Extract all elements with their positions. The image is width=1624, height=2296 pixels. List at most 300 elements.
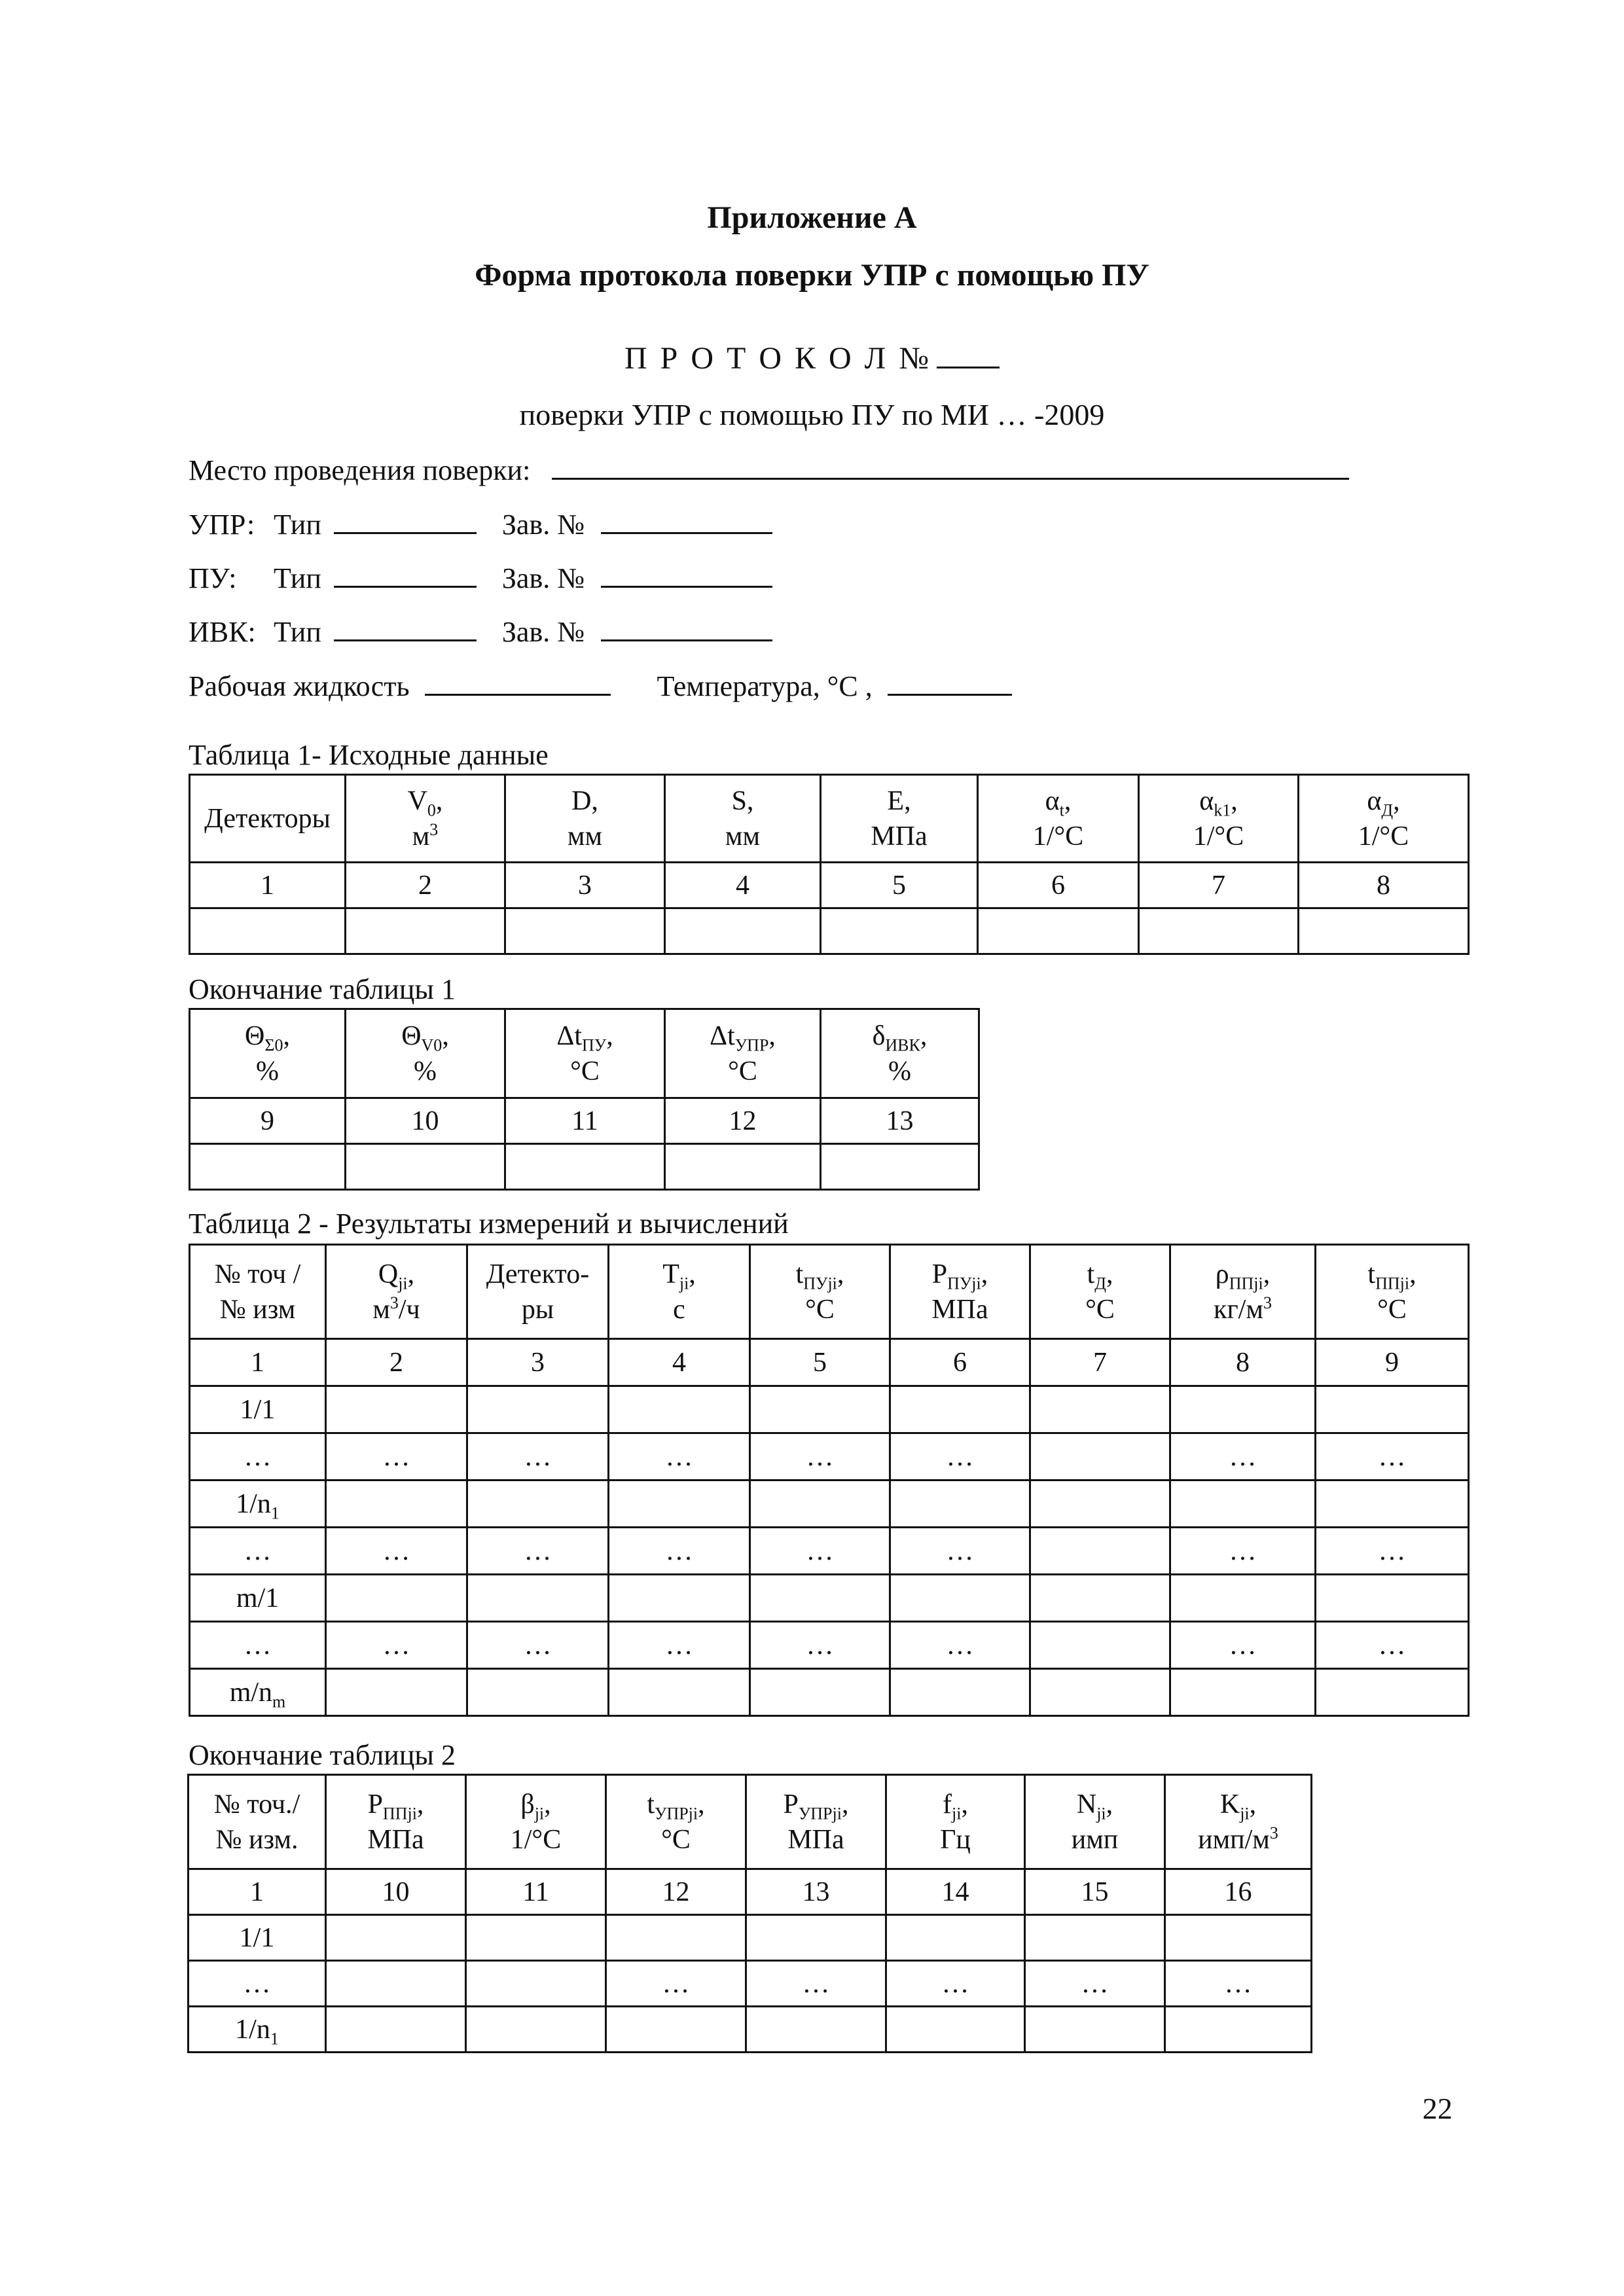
upr-label: УПР: (189, 509, 255, 541)
table1-header-row (190, 775, 1469, 863)
protocol-number-blank (937, 340, 1000, 368)
table2-end-header-1 (189, 1775, 326, 1869)
upr-serial-blank (601, 506, 772, 534)
table-cell (746, 2007, 886, 2053)
header-main: Детекто- (486, 1259, 590, 1289)
header-line2 (609, 1292, 749, 1327)
table-cell (466, 1915, 606, 1961)
table2-header-5 (750, 1245, 890, 1339)
column-number: 15 (1025, 1869, 1165, 1915)
table-cell: … (609, 1433, 750, 1480)
header-subscript: Д (1094, 1273, 1106, 1293)
header-unit-tail: /ч (398, 1294, 420, 1325)
header-subscript: ППji (1375, 1273, 1410, 1293)
header-unit: °С (1377, 1294, 1407, 1325)
header-main: t (1367, 1259, 1376, 1289)
table-cell (1030, 1433, 1170, 1480)
header-line2 (189, 1822, 325, 1857)
table2-header-4 (609, 1245, 750, 1339)
table2-end-column-numbers (189, 1869, 1312, 1915)
table-cell: … (467, 1433, 609, 1480)
ivk-type-label: Тип (274, 616, 321, 648)
header-line2 (1171, 1292, 1314, 1327)
header-subscript: ji (398, 1273, 408, 1293)
header-subscript: ППji (1229, 1273, 1263, 1293)
column-number: 5 (821, 863, 978, 908)
header-unit: мм (725, 821, 761, 852)
table2-column-numbers (190, 1339, 1469, 1386)
row-label (190, 1433, 326, 1480)
column-number: 1 (190, 1339, 326, 1386)
table1-end-header-5 (821, 1009, 979, 1098)
header-main: P (783, 1789, 799, 1820)
header-line1 (609, 1257, 749, 1292)
header-tail: , (544, 1789, 551, 1820)
table2-end-header-5 (746, 1775, 886, 1869)
table1-end-header-2 (346, 1009, 505, 1098)
row-label-text: 1/n (235, 2014, 270, 2045)
table2-caption: Таблица 2 - Результаты измерений и вычислений (189, 1208, 789, 1240)
table-cell (1170, 1386, 1316, 1433)
upr-type-blank (334, 506, 477, 534)
header-tail: , (981, 1259, 988, 1289)
table-row (190, 1669, 1469, 1716)
column-number: 13 (746, 1869, 886, 1915)
header-subscript: t (1059, 800, 1064, 819)
header-line1 (1031, 1257, 1169, 1292)
header-tail: , (1106, 1259, 1113, 1289)
header-unit: °С (570, 1056, 600, 1086)
column-number: 11 (505, 1098, 665, 1144)
table-cell (1139, 908, 1299, 954)
table2-header-3 (467, 1245, 609, 1339)
header-main: α (1367, 785, 1382, 816)
header-unit: м (412, 821, 430, 852)
table-cell (1030, 1669, 1170, 1716)
table-cell: … (609, 1528, 750, 1575)
header-unit: % (414, 1056, 437, 1086)
header-line1 (607, 1787, 745, 1822)
appendix-title: Приложение А (707, 200, 917, 235)
table-cell (1316, 1386, 1469, 1433)
column-number: 2 (326, 1339, 467, 1386)
table-cell: … (890, 1433, 1030, 1480)
header-line2 (666, 1054, 820, 1089)
table-row (189, 2007, 1312, 2053)
header-main: t (795, 1259, 804, 1289)
header-line2 (327, 1292, 466, 1327)
table-cell: … (1316, 1622, 1469, 1669)
column-number: 5 (750, 1339, 890, 1386)
header-subscript: ПУ (582, 1035, 607, 1054)
header-unit: % (256, 1056, 279, 1086)
table2-end-header-7 (1025, 1775, 1165, 1869)
protocol-heading (0, 340, 1624, 376)
header-main: Δt (556, 1020, 582, 1051)
header-main: Θ (245, 1020, 265, 1051)
header-line2 (1166, 1822, 1310, 1857)
temperature-blank (888, 668, 1012, 696)
pu-type-blank (334, 560, 477, 588)
header-unit: Гц (940, 1824, 971, 1855)
table-cell (1170, 1480, 1316, 1528)
header-line1 (1140, 783, 1297, 819)
header-line1 (346, 783, 504, 819)
header-tail: , (283, 1020, 290, 1051)
header-line2 (506, 819, 664, 854)
header-line2 (979, 819, 1138, 854)
header-subscript: ППji (382, 1803, 417, 1823)
header-tail: , (435, 785, 443, 816)
table-cell (467, 1575, 609, 1622)
column-number: 4 (665, 863, 821, 908)
table-cell (326, 1915, 466, 1961)
header-tail: , (841, 1789, 849, 1820)
header-main: f (943, 1789, 952, 1820)
table1-end-data-row (190, 1144, 979, 1190)
header-line2 (1140, 819, 1297, 854)
table-cell (326, 1575, 467, 1622)
table-cell (890, 1669, 1030, 1716)
table-cell: … (1165, 1961, 1312, 2007)
header-line1 (1026, 1787, 1164, 1822)
column-number: 2 (346, 863, 505, 908)
header-line1 (887, 1787, 1024, 1822)
table2-header-7 (1030, 1245, 1170, 1339)
table1-header-7 (1139, 775, 1299, 863)
table1-header-3 (505, 775, 665, 863)
row-label-text: 1/1 (239, 1922, 275, 1953)
header-subscript: ji (1096, 1803, 1106, 1823)
header-main: D, (571, 785, 598, 816)
table-cell (609, 1386, 750, 1433)
ivk-type-blank (334, 613, 477, 641)
header-main: P (367, 1789, 383, 1820)
table-cell (1316, 1669, 1469, 1716)
header-tail: , (1393, 785, 1400, 816)
header-main: Θ (401, 1020, 422, 1051)
table1-data-row (190, 908, 1469, 954)
table2-end-header-2 (326, 1775, 466, 1869)
upr-type-label: Тип (274, 509, 321, 541)
table1-header-4 (665, 775, 821, 863)
header-tail: , (1249, 1789, 1257, 1820)
table1-end-header-3 (505, 1009, 665, 1098)
table-cell (609, 1669, 750, 1716)
row-label-subscript: m (272, 1691, 286, 1711)
table2-header-8 (1170, 1245, 1316, 1339)
header-tail: , (837, 1259, 844, 1289)
row-label (190, 1575, 326, 1622)
header-unit: 1/°С (1032, 821, 1084, 852)
header-line1 (751, 1257, 889, 1292)
table1-column-numbers (190, 863, 1469, 908)
header-main: α (1045, 785, 1060, 816)
header-tail: , (920, 1020, 928, 1051)
header-line1 (1316, 1257, 1468, 1292)
table-row (190, 1622, 1469, 1669)
row-label-subscript: 1 (270, 1503, 280, 1522)
fluid-label: Рабочая жидкость (189, 670, 410, 702)
row-label-text: m/n (229, 1677, 273, 1708)
table1 (189, 774, 1470, 955)
row-label-text: … (244, 1630, 272, 1660)
header-line2 (468, 1292, 607, 1327)
table-cell (1025, 1915, 1165, 1961)
table2 (189, 1244, 1470, 1717)
table-cell (750, 1480, 890, 1528)
header-main: № точ / (214, 1259, 301, 1289)
table-cell (1025, 2007, 1165, 2053)
column-number: 6 (890, 1339, 1030, 1386)
row-label-text: … (244, 1535, 272, 1566)
table-cell (1316, 1480, 1469, 1528)
table2-header-9 (1316, 1245, 1469, 1339)
header-line2 (747, 1822, 885, 1857)
table2-end-header-8 (1165, 1775, 1312, 1869)
header-unit: имп/м (1198, 1824, 1270, 1855)
table-cell: … (886, 1961, 1025, 2007)
row-label-text: 1/1 (240, 1394, 276, 1425)
table-cell (466, 1961, 606, 2007)
header-tail: , (442, 1020, 449, 1051)
column-number: 13 (821, 1098, 979, 1144)
table-cell (750, 1386, 890, 1433)
table1-end (189, 1008, 980, 1191)
header-tail: , (407, 1259, 415, 1289)
header-line1 (190, 1018, 344, 1054)
pu-serial-label: Зав. № (501, 562, 585, 594)
temperature-label: Температура, °С , (657, 670, 873, 702)
table2-header-6 (890, 1245, 1030, 1339)
header-line2 (506, 1054, 664, 1089)
table-cell: … (750, 1433, 890, 1480)
table-cell (750, 1669, 890, 1716)
column-number: 8 (1299, 863, 1469, 908)
header-tail: , (1064, 785, 1072, 816)
table-cell (1299, 908, 1469, 954)
row-label (189, 1961, 326, 2007)
table-cell (1165, 2007, 1312, 2053)
table-cell: … (326, 1433, 467, 1480)
table-cell (1030, 1622, 1170, 1669)
table-cell (1030, 1528, 1170, 1575)
table-cell (750, 1575, 890, 1622)
table2-header-2 (326, 1245, 467, 1339)
header-subscript: УПРji (798, 1803, 842, 1823)
table-cell (606, 1915, 746, 1961)
table-cell: … (890, 1528, 1030, 1575)
header-line2 (1316, 1292, 1468, 1327)
header-subscript: ПУji (947, 1273, 981, 1293)
row-label-text: 1/n (236, 1488, 271, 1519)
table-cell (1170, 1669, 1316, 1716)
header-subscript: ИВК (885, 1035, 920, 1054)
table-row (189, 1915, 1312, 1961)
table-cell (467, 1480, 609, 1528)
table-cell: … (1316, 1528, 1469, 1575)
table-cell (346, 1144, 505, 1190)
header-unit: МПа (871, 821, 928, 852)
header-tail: , (1263, 1259, 1271, 1289)
header-line2 (346, 819, 504, 854)
header-line1 (1166, 1787, 1310, 1822)
header-line1 (506, 1018, 664, 1054)
header-unit: № изм. (215, 1824, 298, 1855)
header-main: δ (872, 1020, 886, 1051)
header-subscript: ji (679, 1273, 689, 1293)
table-cell (886, 1915, 1025, 1961)
table-cell: … (1170, 1528, 1316, 1575)
table1-header-1 (190, 775, 346, 863)
table-cell (467, 1669, 609, 1716)
header-line1 (189, 1787, 325, 1822)
header-superscript: 3 (1269, 1823, 1278, 1842)
header-subscript: k1 (1214, 800, 1231, 819)
table-cell (1030, 1575, 1170, 1622)
header-line2 (666, 819, 820, 854)
header-main: V (407, 785, 427, 816)
table2-end-header-4 (606, 1775, 746, 1869)
header-line2 (887, 1822, 1024, 1857)
table-cell: … (750, 1622, 890, 1669)
row-label-text: m/1 (236, 1583, 280, 1613)
header-subscript: УПР (734, 1035, 769, 1054)
row-label-text: … (244, 1441, 272, 1472)
protocol-subtitle: поверки УПР с помощью ПУ по МИ … -2009 (519, 398, 1105, 431)
table-cell: … (1316, 1433, 1469, 1480)
table-cell: … (890, 1622, 1030, 1669)
table-cell (326, 1386, 467, 1433)
header-main: t (1087, 1259, 1095, 1289)
header-unit: ры (521, 1294, 554, 1325)
table2-end (187, 1774, 1312, 2053)
header-line1 (506, 783, 664, 819)
header-tail: , (606, 1020, 613, 1051)
table1-header-2 (346, 775, 505, 863)
header-line2 (190, 1054, 344, 1089)
header-line1 (190, 801, 344, 836)
header-unit: м (372, 1294, 390, 1325)
header-superscript: 3 (1263, 1293, 1272, 1312)
column-number: 1 (190, 863, 346, 908)
row-label (189, 2007, 326, 2053)
header-line1 (327, 1787, 465, 1822)
table-cell: … (1025, 1961, 1165, 2007)
header-tail: , (768, 1020, 776, 1051)
header-line1 (468, 1257, 607, 1292)
header-superscript: 3 (429, 819, 439, 839)
fluid-row (189, 668, 1012, 703)
header-line1 (821, 1018, 978, 1054)
place-row (189, 452, 1349, 487)
row-label (190, 1669, 326, 1716)
pu-row (189, 560, 772, 595)
header-line2 (190, 1292, 325, 1327)
header-unit: МПа (367, 1824, 424, 1855)
header-main: β (520, 1789, 535, 1820)
header-subscript: ji (952, 1803, 962, 1823)
column-number: 3 (467, 1339, 609, 1386)
table-cell: … (750, 1528, 890, 1575)
table-cell (326, 1669, 467, 1716)
column-number: 8 (1170, 1339, 1316, 1386)
page-number: 22 (1422, 2092, 1453, 2125)
pu-serial-blank (601, 560, 772, 588)
column-number: 14 (886, 1869, 1025, 1915)
header-unit: кг/м (1214, 1294, 1263, 1325)
header-main: Q (378, 1259, 399, 1289)
table-cell: … (467, 1622, 609, 1669)
table-cell (505, 1144, 665, 1190)
header-unit: 1/°С (510, 1824, 562, 1855)
table-cell: … (606, 1961, 746, 2007)
header-line2 (1031, 1292, 1169, 1327)
table-row (190, 1575, 1469, 1622)
header-tail: , (1409, 1259, 1416, 1289)
header-main: S, (731, 785, 754, 816)
table-cell (1030, 1480, 1170, 1528)
pu-type-label: Тип (274, 562, 321, 594)
table2-end-header-row (189, 1775, 1312, 1869)
header-main: ρ (1215, 1259, 1229, 1289)
table-cell (1170, 1575, 1316, 1622)
table-cell (505, 908, 665, 954)
table-cell (886, 2007, 1025, 2053)
header-subscript: ji (534, 1803, 545, 1823)
header-main: N (1076, 1789, 1097, 1820)
table-cell (609, 1480, 750, 1528)
place-label: Место проведения поверки: (189, 454, 531, 486)
table1-end-header-4 (665, 1009, 821, 1098)
table-cell: … (467, 1528, 609, 1575)
column-number: 10 (346, 1098, 505, 1144)
table2-header-row (190, 1245, 1469, 1339)
table-cell (1165, 1915, 1312, 1961)
protocol-word: П Р О Т О К О Л № (624, 341, 932, 376)
header-unit: мм (567, 821, 603, 852)
header-superscript: 3 (389, 1293, 399, 1312)
header-line1 (190, 1257, 325, 1292)
header-subscript: Д (1381, 800, 1394, 819)
header-tail: , (961, 1789, 968, 1820)
fluid-blank (425, 668, 611, 696)
table-cell (467, 1386, 609, 1433)
ivk-label: ИВК: (189, 616, 256, 648)
row-label-subscript: 1 (270, 2028, 279, 2048)
column-number: 4 (609, 1339, 750, 1386)
row-label (190, 1528, 326, 1575)
row-label-text: … (243, 1968, 271, 1999)
header-line1 (346, 1018, 504, 1054)
table-cell: … (326, 1622, 467, 1669)
column-number: 7 (1139, 863, 1299, 908)
header-unit: 1/°С (1358, 821, 1409, 852)
ivk-serial-blank (601, 613, 772, 641)
header-unit: МПа (931, 1294, 988, 1325)
header-main: t (647, 1789, 655, 1820)
header-subscript: V0 (421, 1035, 442, 1054)
table-cell (1316, 1575, 1469, 1622)
table-cell: … (1170, 1433, 1316, 1480)
table-cell (665, 908, 821, 954)
form-title: Форма протокола поверки УПР с помощью ПУ (475, 258, 1149, 293)
header-line1 (747, 1787, 885, 1822)
table-cell (346, 908, 505, 954)
table-row (189, 1961, 1312, 2007)
header-unit: № изм (219, 1294, 296, 1325)
table-cell: … (746, 1961, 886, 2007)
